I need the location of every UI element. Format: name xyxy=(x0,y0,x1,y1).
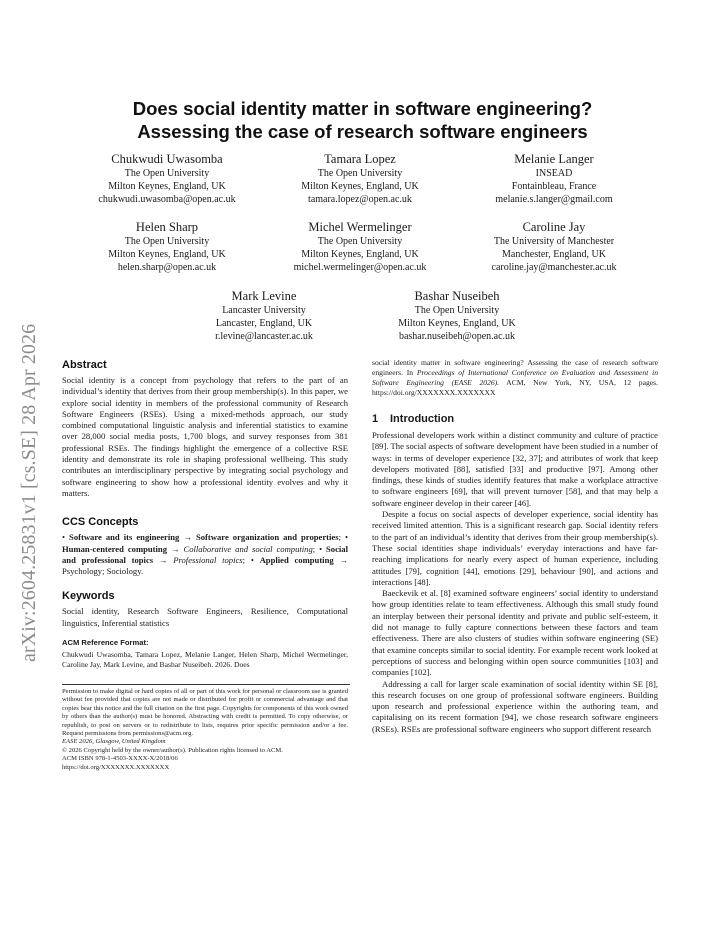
author-location: Milton Keynes, England, UK xyxy=(398,318,516,329)
ccs-concepts xyxy=(62,532,348,577)
author-email[interactable]: helen.sharp@open.ac.uk xyxy=(117,262,217,273)
isbn-line: ACM ISBN 978-1-4503-XXXX-X/2018/06 xyxy=(62,755,178,763)
abstract-heading: Abstract xyxy=(62,359,107,371)
author-location: Manchester, England, UK xyxy=(501,249,606,260)
author-block xyxy=(174,288,354,343)
author-block xyxy=(77,219,257,274)
ccs-bullet: • xyxy=(319,543,327,554)
author-email[interactable]: r.levine@lancaster.ac.uk xyxy=(215,331,313,342)
ccs-arrow: → xyxy=(153,554,174,565)
intro-paragraph: Addressing a call for larger scale examination of social identity within SE [8], this research focuses on one group of professional software engineers. Building upon research and professional experience within the authoring team, and capitalising on its recent formation [94], we chose research software engineers (RSEs). RSEs are professional software engineers who support different research xyxy=(372,678,658,734)
author-name: Melanie Langer xyxy=(514,152,594,166)
ccs-arrow: → xyxy=(333,554,349,565)
abstract-text: Social identity is a concept from psychology that refers to the part of an individual’s identity that derives from their group membership(s). In this paper, we explore social identity in members of the professional community of Research Software Engineers (RSEs). Using a mixed-methods approach, our study combined computational linguistic analysis and inferential statistics to examine over 28,000 social media posts, 1,700 blogs, and survey responses from 381 professional RSEs. The findings highlight the emergence of a collective RSE identity and demonstrate its role in shaping professional wellbeing. This study contributes an interdisciplinary perspective by integrating social psychology and software engineering to show how a professional identity evolves and why it matters. xyxy=(62,375,348,498)
author-affiliation: The University of Manchester xyxy=(493,236,615,247)
acm-reference-text: Chukwudi Uwasomba, Tamara Lopez, Melanie Langer, Helen Sharp, Michel Wermelinger, Caroline Jay, Mark Levine, and Bashar Nuseibeh. 2026. Does xyxy=(62,650,348,670)
author-email[interactable]: chukwudi.uwasomba@open.ac.uk xyxy=(98,194,236,205)
author-email[interactable]: bashar.nuseibeh@open.ac.uk xyxy=(398,331,516,342)
reference-tail: ACM, New York, NY, USA, 12 pages. https://doi.org/XXXXXXX.XXXXXXX xyxy=(372,378,658,397)
author-block xyxy=(260,219,460,274)
acm-reference-continuation xyxy=(372,358,658,398)
ccs-heading: CCS Concepts xyxy=(62,516,139,529)
ccs-concept: Human-centered computing xyxy=(62,543,167,554)
intro-paragraph: Professional developers work within a distinct community and culture of practice [89]. The social aspects of software development have been studied in a number of ways: in terms of developer experience [32, 37]; and attributes of work that keep developers motivated [88], satisfied [33] and productive [97]. Among other findings, these kinds of studies identify features that make a workplace attractive to software engineers [69], that will prevent turnover [58], and that may help a software engineer develop in their career [46]. xyxy=(372,430,658,508)
author-name: Caroline Jay xyxy=(522,220,586,234)
ccs-concept: Applied computing xyxy=(259,554,334,565)
venue-text: EASE 2026, Glasgow, United Kingdom xyxy=(62,738,166,746)
footnote-rule xyxy=(62,684,350,685)
ccs-concept: Social and professional topics xyxy=(62,543,348,565)
author-location: Milton Keynes, England, UK xyxy=(108,181,226,192)
author-name: Tamara Lopez xyxy=(324,152,396,166)
ccs-separator: ; xyxy=(312,543,320,554)
author-affiliation: The Open University xyxy=(124,168,210,179)
ccs-bullet: • xyxy=(344,532,348,543)
right-column xyxy=(372,358,658,735)
reference-plain: social identity matter in software engineering? Assessing the case of research software engineers. In xyxy=(372,358,658,377)
keywords-heading: Keywords xyxy=(62,590,115,603)
author-block xyxy=(270,151,450,206)
acm-reference-heading: ACM Reference Format: xyxy=(62,638,149,648)
ccs-subconcept: Professional topics xyxy=(173,554,243,565)
intro-paragraph: Despite a focus on social aspects of developer experience, social identity has received limited attention. This is a significant research gap. Social identity refers to the part of an individual’s identity that derives from their group membership(s). These social identities shape individuals’ everyday interactions and have far-reaching implications for nearly every aspect of human experience, including attitudes [79], cognition [44], emotions [29], behaviour [90], and actions and interactions [48]. xyxy=(372,509,658,587)
author-location: Milton Keynes, England, UK xyxy=(301,249,419,260)
reference-proceedings: Proceedings of International Conference on Evaluation and Assessment in Software Engineering (EASE 2026). xyxy=(372,368,659,387)
ccs-subconcept: Psychology; Sociology. xyxy=(62,566,144,577)
author-affiliation: The Open University xyxy=(317,168,403,179)
author-location: Milton Keynes, England, UK xyxy=(301,181,419,192)
author-affiliation: The Open University xyxy=(317,236,403,247)
ccs-subconcept: Collaborative and social computing xyxy=(183,543,313,554)
author-email[interactable]: caroline.jay@manchester.ac.uk xyxy=(491,262,617,273)
author-block xyxy=(367,288,547,343)
introduction-heading xyxy=(372,412,658,426)
ccs-separator: ; xyxy=(242,554,251,565)
author-name: Chukwudi Uwasomba xyxy=(111,152,223,166)
title-line-1: Does social identity matter in software engineering? xyxy=(132,98,593,119)
permission-venue xyxy=(62,738,348,746)
ccs-bullet: • xyxy=(250,554,260,565)
author-name: Helen Sharp xyxy=(135,220,199,234)
doi-link[interactable]: https://doi.org/XXXXXXX.XXXXXXX xyxy=(62,763,170,771)
author-block xyxy=(454,219,654,274)
author-affiliation: Lancaster University xyxy=(222,305,306,316)
left-column xyxy=(62,358,348,772)
intro-paragraph: Baeckevik et al. [8] examined software engineers’ social identity to understand how group identities relate to team effectiveness. Although this small study found an interplay between their personal identity and private and public self-esteem, it did not manage to fully capture connections between these factors and team effectiveness. There are also clusters of studies within software engineering (SE) that examine concepts similar to social identity. For example recent work looked at perceptions of success and belonging within open source communities [103] and companies [102]. xyxy=(372,588,658,678)
author-affiliation: The Open University xyxy=(414,305,500,316)
copyright-line: © 2026 Copyright held by the owner/author(s). Publication rights licensed to ACM. xyxy=(62,746,283,754)
author-location: Lancaster, England, UK xyxy=(215,318,313,329)
author-affiliation: INSEAD xyxy=(535,168,573,179)
section-number: 1 xyxy=(372,413,379,425)
section-title: Introduction xyxy=(390,413,455,425)
author-block xyxy=(77,151,257,206)
author-email[interactable]: melanie.s.langer@gmail.com xyxy=(495,194,613,205)
author-name: Bashar Nuseibeh xyxy=(414,289,500,303)
ccs-subconcept: Software organization and properties xyxy=(195,532,339,543)
permission-notice: Permission to make digital or hard copies of all or part of this work for personal or classroom use is granted without fee provided that copies are not made or distributed for profit or commercial advantage and that copies bear this notice and the full citation on the first page. Copyrights for components of this work owned by others than the author(s) must be honored. Abstracting with credit is permitted. To copy otherwise, or republish, to post on servers or to redistribute to lists, requires prior specific permission and/or a fee. Request permissions from permissions@acm.org. xyxy=(62,688,348,738)
ccs-separator: ; xyxy=(338,532,345,543)
author-name: Michel Wermelinger xyxy=(308,220,412,234)
ccs-arrow: → xyxy=(167,543,184,554)
author-block xyxy=(464,151,644,206)
author-name: Mark Levine xyxy=(231,289,297,303)
title-line-2: Assessing the case of research software engineers xyxy=(137,121,588,142)
arxiv-identifier[interactable]: arXiv:2604.25831v1 [cs.SE] 28 Apr 2026 xyxy=(18,323,40,662)
author-email[interactable]: tamara.lopez@open.ac.uk xyxy=(308,194,412,205)
ccs-arrow: → xyxy=(179,532,196,543)
author-email[interactable]: michel.wermelinger@open.ac.uk xyxy=(293,262,427,273)
author-location: Fontainbleau, France xyxy=(511,181,597,192)
ccs-bullet: • xyxy=(62,532,70,543)
author-affiliation: The Open University xyxy=(124,236,210,247)
ccs-concept: Software and its engineering xyxy=(69,532,180,543)
paper-title xyxy=(90,97,635,143)
author-location: Milton Keynes, England, UK xyxy=(108,249,226,260)
keywords-text: Social identity, Research Software Engineers, Resilience, Computational linguistics, Inferential statistics xyxy=(62,606,348,628)
